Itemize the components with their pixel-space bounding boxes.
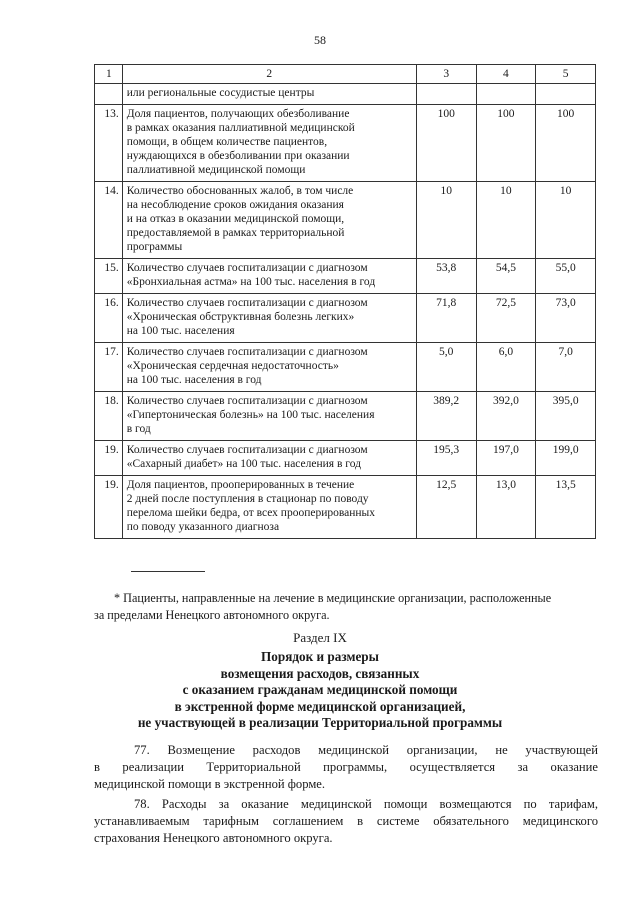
- value-year-3: 199,0: [536, 441, 596, 476]
- description-line: на 100 тыс. населения в год: [126, 374, 262, 386]
- footnote-line: за пределами Ненецкого автономного округа.: [94, 608, 330, 622]
- description-line: Количество случаев госпитализации с диагнозом: [126, 262, 368, 274]
- footnote-line: * Пациенты, направленные на лечение в медицинские организации, расположенные: [114, 591, 552, 605]
- table-row: [95, 441, 596, 476]
- section-title-line: не участвующей в реализации Территориальной программы: [137, 715, 503, 730]
- description-line: нуждающихся в обезболивании при оказании: [126, 150, 350, 162]
- row-number: 19.: [95, 476, 123, 539]
- row-number: 14.: [95, 182, 123, 259]
- row-number: 13.: [95, 105, 123, 182]
- paragraph-line: страхования Ненецкого автономного округа.: [94, 831, 333, 845]
- table-header-row: [95, 65, 596, 84]
- indicator-description: [122, 259, 416, 294]
- paragraph-line: медицинской помощи в экстренной форме.: [94, 777, 326, 791]
- value-year-1: 53,8: [416, 259, 476, 294]
- page-number: 58: [314, 33, 326, 47]
- value-year-3: 395,0: [536, 392, 596, 441]
- table-row: [95, 294, 596, 343]
- table-row: [95, 343, 596, 392]
- description-line: в год: [126, 423, 151, 435]
- description-line: программы: [126, 241, 183, 253]
- description-line: на 100 тыс. населения: [126, 325, 235, 337]
- description-line: Количество случаев госпитализации с диагнозом: [126, 297, 368, 309]
- table-row: [95, 84, 596, 105]
- table-row: [95, 105, 596, 182]
- description-line: по поводу указанного диагноза: [126, 521, 280, 533]
- value-year-3: 73,0: [536, 294, 596, 343]
- description-line: паллиативной медицинской помощи: [126, 164, 306, 176]
- description-line: Количество случаев госпитализации с диагнозом: [126, 395, 368, 407]
- value-year-3: 55,0: [536, 259, 596, 294]
- value-year-2: 72,5: [476, 294, 536, 343]
- header-col-5: 5: [536, 65, 596, 84]
- value-year-2: 54,5: [476, 259, 536, 294]
- row-number: 15.: [95, 259, 123, 294]
- value-year-1: 389,2: [416, 392, 476, 441]
- description-line: или региональные сосудистые центры: [126, 87, 315, 99]
- indicator-description: [122, 441, 416, 476]
- header-col-4: 4: [476, 65, 536, 84]
- value-year-3: 13,5: [536, 476, 596, 539]
- paragraph-line: 78. Расходы за оказание медицинской помощи возмещаются по тарифам,: [134, 797, 598, 811]
- value-year-2: [476, 84, 536, 105]
- footnote-divider: [131, 571, 205, 572]
- table-row: [95, 476, 596, 539]
- value-year-2: 10: [476, 182, 536, 259]
- header-col-1: 1: [95, 65, 123, 84]
- row-number: 17.: [95, 343, 123, 392]
- section-title-line: Порядок и размеры: [261, 649, 379, 664]
- description-line: «Бронхиальная астма» на 100 тыс. населения в год: [126, 276, 376, 288]
- section-title-line: возмещения расходов, связанных: [220, 665, 420, 681]
- description-line: перелома шейки бедра, от всех прооперированных: [126, 507, 376, 519]
- value-year-3: 100: [536, 105, 596, 182]
- section-label: Раздел IX: [293, 630, 347, 645]
- section-title-line: в экстренной форме медицинской организацией,: [174, 698, 466, 714]
- section-title-line: с оказанием гражданам медицинской помощи: [182, 682, 458, 697]
- indicator-description: [122, 84, 416, 105]
- description-line: Количество случаев госпитализации с диагнозом: [126, 444, 368, 456]
- value-year-3: 7,0: [536, 343, 596, 392]
- value-year-1: [416, 84, 476, 105]
- value-year-2: 197,0: [476, 441, 536, 476]
- description-line: 2 дней после поступления в стационар по поводу: [126, 493, 369, 505]
- description-line: в рамках оказания паллиативной медицинской: [126, 122, 355, 134]
- value-year-3: 10: [536, 182, 596, 259]
- table-row: [95, 259, 596, 294]
- indicator-description: [122, 105, 416, 182]
- indicator-description: [122, 392, 416, 441]
- description-line: «Сахарный диабет» на 100 тыс. населения в год: [126, 458, 361, 470]
- header-col-2: 2: [122, 65, 416, 84]
- description-line: Доля пациентов, прооперированных в течение: [126, 479, 355, 491]
- row-number: 16.: [95, 294, 123, 343]
- value-year-2: 6,0: [476, 343, 536, 392]
- table-row: [95, 182, 596, 259]
- description-line: Доля пациентов, получающих обезболивание: [126, 108, 350, 120]
- table-row: [95, 392, 596, 441]
- footnote: [94, 590, 598, 624]
- description-line: и на отказ в оказании медицинской помощи,: [126, 213, 345, 225]
- description-line: помощи, в общем количестве пациентов,: [126, 136, 328, 148]
- indicator-description: [122, 294, 416, 343]
- header-col-3: 3: [416, 65, 476, 84]
- indicator-description: [122, 343, 416, 392]
- value-year-1: 5,0: [416, 343, 476, 392]
- value-year-1: 195,3: [416, 441, 476, 476]
- value-year-2: 13,0: [476, 476, 536, 539]
- value-year-2: 100: [476, 105, 536, 182]
- value-year-1: 10: [416, 182, 476, 259]
- paragraph-line: 77. Возмещение расходов медицинской организации, не участвующей: [134, 743, 598, 757]
- description-line: предоставляемой в рамках территориальной: [126, 227, 345, 239]
- row-number: 19.: [95, 441, 123, 476]
- value-year-1: 100: [416, 105, 476, 182]
- description-line: на несоблюдение сроков ожидания оказания: [126, 199, 344, 211]
- paragraph-line: в реализации Территориальной программы, осуществляется за оказание: [94, 760, 598, 774]
- description-line: Количество обоснованных жалоб, в том числе: [126, 185, 354, 197]
- indicator-description: [122, 182, 416, 259]
- value-year-1: 12,5: [416, 476, 476, 539]
- value-year-1: 71,8: [416, 294, 476, 343]
- description-line: Количество случаев госпитализации с диагнозом: [126, 346, 368, 358]
- indicator-description: [122, 476, 416, 539]
- description-line: «Хроническая сердечная недостаточность»: [126, 360, 339, 372]
- description-line: «Хроническая обструктивная болезнь легких»: [126, 311, 355, 323]
- indicators-table: [94, 64, 596, 539]
- row-number: [95, 84, 123, 105]
- paragraph-line: устанавливаемым тарифным соглашением в системе обязательного медицинского: [94, 814, 598, 828]
- value-year-3: [536, 84, 596, 105]
- value-year-2: 392,0: [476, 392, 536, 441]
- description-line: «Гипертоническая болезнь» на 100 тыс. населения: [126, 409, 375, 421]
- row-number: 18.: [95, 392, 123, 441]
- paragraph-78: [94, 796, 598, 847]
- paragraph-77: [94, 742, 598, 793]
- section-title: [0, 649, 640, 732]
